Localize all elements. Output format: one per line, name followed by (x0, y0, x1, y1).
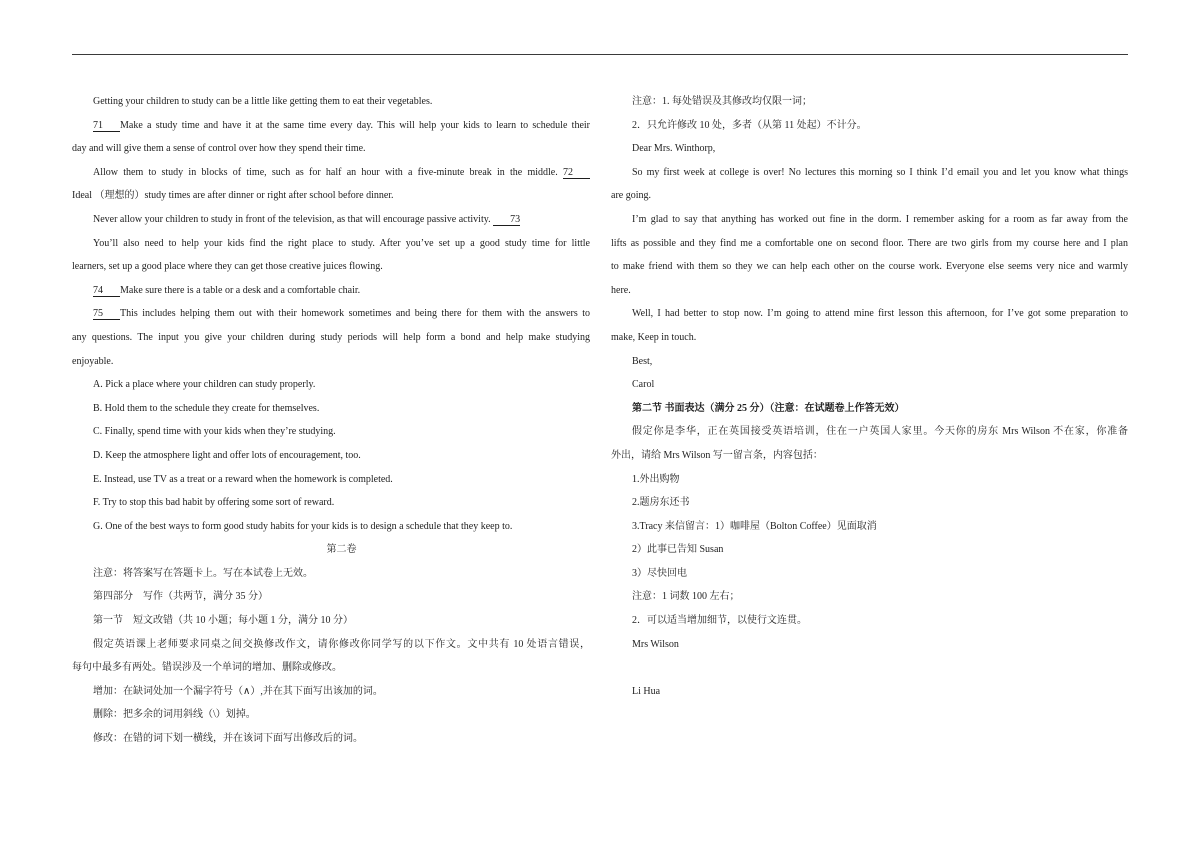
question-73-text: Never allow your children to study in front of the television, as that will encourage passive activity. (93, 213, 491, 225)
option-c: C. Finally, spend time with your kids when they’re studying. (93, 426, 336, 438)
correction-instruction-2: 每句中最多有两处。错误涉及一个单词的增加、删除或修改。 (72, 662, 342, 674)
question-75-blank: 75 (93, 308, 120, 320)
writing-point-3-sub-3: 3）尽快回电 (632, 567, 687, 579)
question-73-line (72, 208, 590, 232)
passage-place-line-1: You’ll also need to help your kids find the right place to study. After you’ve set up a good study time for little (93, 237, 590, 249)
delete-rule: 删除：把多余的词用斜线（\）划掉。 (93, 709, 256, 721)
question-73-blank: 73 (493, 214, 520, 226)
blank-line (611, 656, 1128, 680)
letter-p2-line-4: here. (611, 284, 631, 296)
writing-point-2: 2.题房东还书 (632, 497, 690, 509)
writing-note-2: 2．可以适当增加细节，以使行文连贯。 (632, 615, 807, 627)
writing-note-1: 注意：1 词数 100 左右； (632, 591, 740, 603)
writing-point-3: 3.Tracy 来信留言：1）咖啡屋（Bolton Coffee）见面取消 (632, 520, 877, 532)
option-f: F. Try to stop this bad habit by offering some sort of reward. (93, 497, 335, 509)
question-75-line (72, 302, 590, 326)
option-a: A. Pick a place where your children can study properly. (93, 379, 316, 391)
question-72-text: Allow them to study in blocks of time, such as for half an hour with a five-minute break in the middle. (93, 166, 558, 178)
answer-notice: 注意：将答案写在答题卡上。写在本试卷上无效。 (93, 567, 313, 579)
question-72-continuation: Ideal （理想的）study times are after dinner or right after school before dinner. (72, 190, 394, 202)
volume-title: 第二卷 (326, 544, 357, 556)
letter-p3-line-2: make, Keep in touch. (611, 331, 697, 343)
letter-p2-line-2: lifts as possible and they find me a comfortable one on second floor. There are two girls from my course here and I plan (611, 237, 1128, 249)
letter-closing: Best, (632, 355, 653, 367)
letter-signature: Carol (632, 379, 655, 391)
question-75-continuation-2: enjoyable. (72, 355, 114, 367)
question-75-continuation-1: any questions. The input you give your children during study periods will help form a bond and help make studying (72, 331, 590, 343)
section-1-heading: 第一节 短文改错（共 10 小题；每小题 1 分，满分 10 分） (93, 615, 353, 627)
letter-greeting: Dear Mrs. Winthorp, (632, 143, 716, 155)
option-b: B. Hold them to the schedule they create for themselves. (93, 402, 320, 414)
question-71-blank: 71 (93, 120, 120, 132)
question-71-line (72, 114, 590, 138)
right-column (611, 90, 1128, 703)
note-signature: Li Hua (632, 685, 661, 697)
question-72-blank: 72 (563, 167, 590, 179)
correction-note-1: 注意：1. 每处错误及其修改均仅限一词； (632, 96, 812, 107)
question-75-text: This includes helping them out with their homework sometimes and being there for them with the answers to (120, 308, 590, 320)
part-4-heading: 第四部分 写作（共两节，满分 35 分） (93, 591, 268, 603)
writing-point-1: 1.外出购物 (632, 473, 680, 485)
letter-p2-line-3: to make friend with them so they we can help each other on the course work. Everyone else seems very nice and warmly (611, 261, 1128, 273)
left-column (72, 90, 590, 751)
letter-p3-line-1: Well, I had better to stop now. I’m going to attend mine first lesson this afternoon, for I’ve got some preparation to (632, 308, 1128, 320)
writing-point-3-sub-2: 2）此事已告知 Susan (632, 544, 724, 556)
option-g: G. One of the best ways to form good study habits for your kids is to design a schedule that they keep to. (93, 520, 513, 532)
letter-p1-line-2: are going. (611, 190, 651, 202)
add-rule: 增加：在缺词处加一个漏字符号（∧）,并在其下面写出该加的词。 (93, 685, 383, 697)
option-e: E. Instead, use TV as a treat or a reward when the homework is completed. (93, 473, 393, 485)
question-72-line (72, 161, 590, 185)
correction-instruction-1: 假定英语课上老师要求同桌之间交换修改作文，请你修改你同学写的以下作文。文中共有 10 处语言错误， (93, 638, 590, 650)
section-2-heading: 第二节 书面表达（满分 25 分）（注意：在试题卷上作答无效） (632, 402, 905, 414)
question-74-text: Make sure there is a table or a desk and a comfortable chair. (120, 284, 361, 296)
note-salutation: Mrs Wilson (632, 638, 679, 650)
modify-rule: 修改：在错的词下划一横线，并在该词下面写出修改后的词。 (93, 733, 363, 745)
passage-intro: Getting your children to study can be a little like getting them to eat their vegetables. (93, 96, 433, 107)
question-74-line (72, 279, 590, 303)
passage-place-line-2: learners, set up a good place where they can get those creative juices flowing. (72, 261, 383, 273)
correction-note-2: 2．只允许修改 10 处，多者（从第 11 处起）不计分。 (632, 119, 867, 131)
header-rule (72, 54, 1128, 55)
question-71-continuation: day and will give them a sense of control over how they spend their time. (72, 143, 366, 155)
question-74-blank: 74 (93, 285, 120, 297)
letter-p1-line-1: So my first week at college is over! No lectures this morning so I think I’d email you and let you know what things (632, 166, 1128, 178)
letter-p2-line-1: I’m glad to say that anything has worked out fine in the dorm. I remember asking for a room as far away from the (632, 213, 1128, 225)
option-d: D. Keep the atmosphere light and offer lots of encouragement, too. (93, 449, 361, 461)
question-71-text: Make a study time and have it at the same time every day. This will help your kids to learn to schedule their (120, 119, 590, 131)
writing-prompt-2: 外出，请给 Mrs Wilson 写一留言条，内容包括： (611, 449, 823, 461)
writing-prompt-1: 假定你是李华，正在英国接受英语培训，住在一户英国人家里。今天你的房东 Mrs Wilson 不在家，你准备 (632, 426, 1128, 438)
